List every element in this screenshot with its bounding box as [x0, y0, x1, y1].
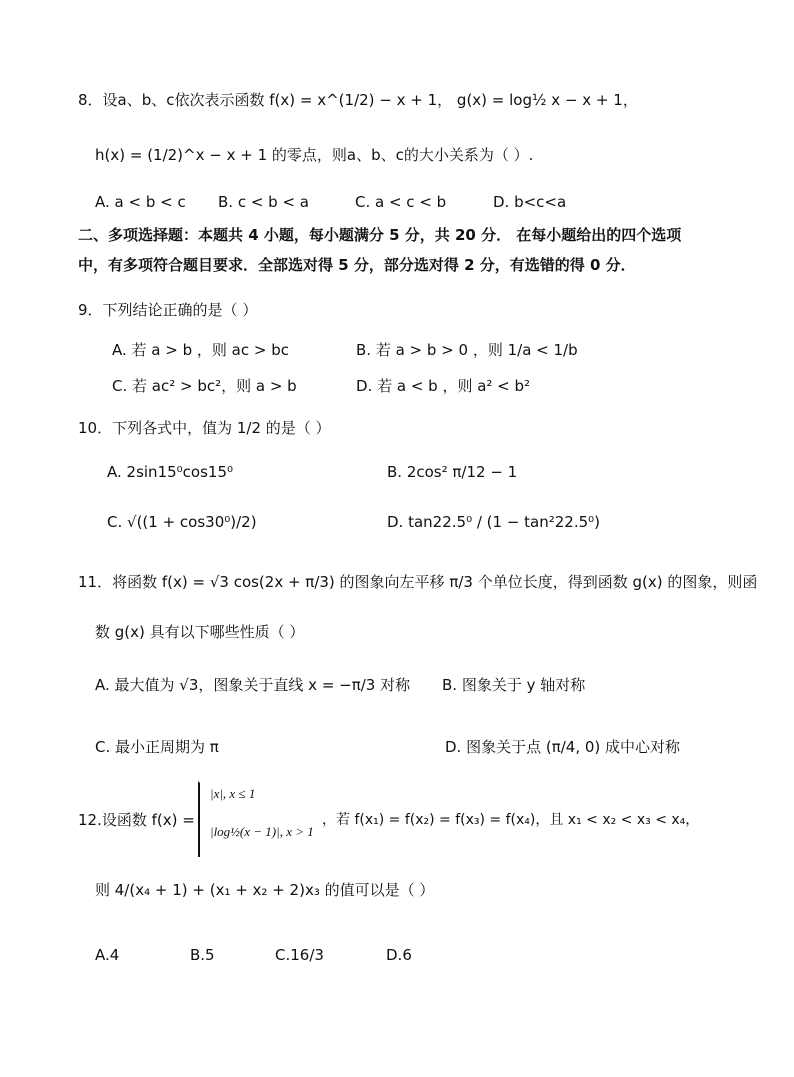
- q10-option-d[interactable]: D. tan22.5⁰ / (1 − tan²22.5⁰): [387, 513, 601, 531]
- q11-option-d[interactable]: D. 图象关于点 (π/4, 0) 成中心对称: [445, 738, 681, 756]
- q9-option-c[interactable]: C. 若 ac² > bc²，则 a > b: [112, 377, 297, 395]
- section2-line1: 二、多项选择题：本题共 4 小题，每小题满分 5 分，共 20 分． 在每小题给出的四个选项: [78, 226, 682, 244]
- q9-option-a[interactable]: A. 若 a > b ，则 ac > bc: [112, 341, 289, 359]
- q8-option-d[interactable]: D. b<c<a: [493, 193, 567, 211]
- q8-option-b[interactable]: B. c < b < a: [218, 193, 309, 211]
- q12-condition: ，若 f(x₁) = f(x₂) = f(x₃) = f(x₄)，且 x₁ < x₂ < x₃ < x₄，: [322, 812, 700, 828]
- q11-option-a[interactable]: A. 最大值为 √3，图象关于直线 x = −π/3 对称: [95, 676, 411, 694]
- q9-option-b[interactable]: B. 若 a > b > 0 ，则 1/a < 1/b: [356, 341, 578, 359]
- q12-case2: |log½(x − 1)|, x > 1: [210, 824, 314, 839]
- q8-line2-text: h(x) = (1/2)^x − x + 1 的零点，则a、b、c的大小关系为（ ）.: [95, 146, 534, 164]
- q10-option-b[interactable]: B. 2cos² π/12 − 1: [387, 463, 518, 481]
- q12-case1: |x|, x ≤ 1: [210, 786, 256, 801]
- q10-option-c[interactable]: C. √((1 + cos30⁰)/2): [107, 513, 257, 531]
- q8-line1-text: 8．设a、b、c依次表示函数 f(x) = x^(1/2) − x + 1， g(x) = log½ x − x + 1，: [78, 91, 638, 109]
- q10-option-a[interactable]: A. 2sin15⁰cos15⁰: [107, 463, 234, 481]
- q11-option-b[interactable]: B. 图象关于 y 轴对称: [442, 676, 586, 694]
- q12-option-a[interactable]: A.4: [95, 946, 120, 964]
- q12-prefix: 12.设函数 f(x) =: [78, 811, 195, 829]
- q12-option-d[interactable]: D.6: [386, 946, 412, 964]
- q8-line2: [95, 145, 533, 165]
- q11-line2: 数 g(x) 具有以下哪些性质（ ）: [95, 623, 305, 641]
- q12-option-b[interactable]: B.5: [190, 946, 215, 964]
- q12-line2: 则 4/(x₄ + 1) + (x₁ + x₂ + 2)x₃ 的值可以是（ ）: [95, 881, 435, 899]
- q10-stem: 10．下列各式中，值为 1/2 的是（ ）: [78, 419, 331, 437]
- q9-stem: 9．下列结论正确的是（ ）: [78, 301, 258, 319]
- q12-option-c[interactable]: C.16/3: [275, 946, 324, 964]
- q8-option-c[interactable]: C. a < c < b: [355, 193, 447, 211]
- section2-line2: 中，有多项符合题目要求．全部选对得 5 分，部分选对得 2 分，有选错的得 0 分．: [78, 256, 636, 274]
- q8-option-a[interactable]: A. a < b < c: [95, 193, 186, 211]
- q11-line1: 11．将函数 f(x) = √3 cos(2x + π/3) 的图象向左平移 π/3 个单位长度，得到函数 g(x) 的图象，则函: [78, 573, 758, 591]
- q8-line1: [78, 90, 638, 110]
- q9-option-d[interactable]: D. 若 a < b ，则 a² < b²: [356, 377, 531, 395]
- q12-piecewise-brace: [198, 781, 208, 857]
- q11-option-c[interactable]: C. 最小正周期为 π: [95, 738, 219, 756]
